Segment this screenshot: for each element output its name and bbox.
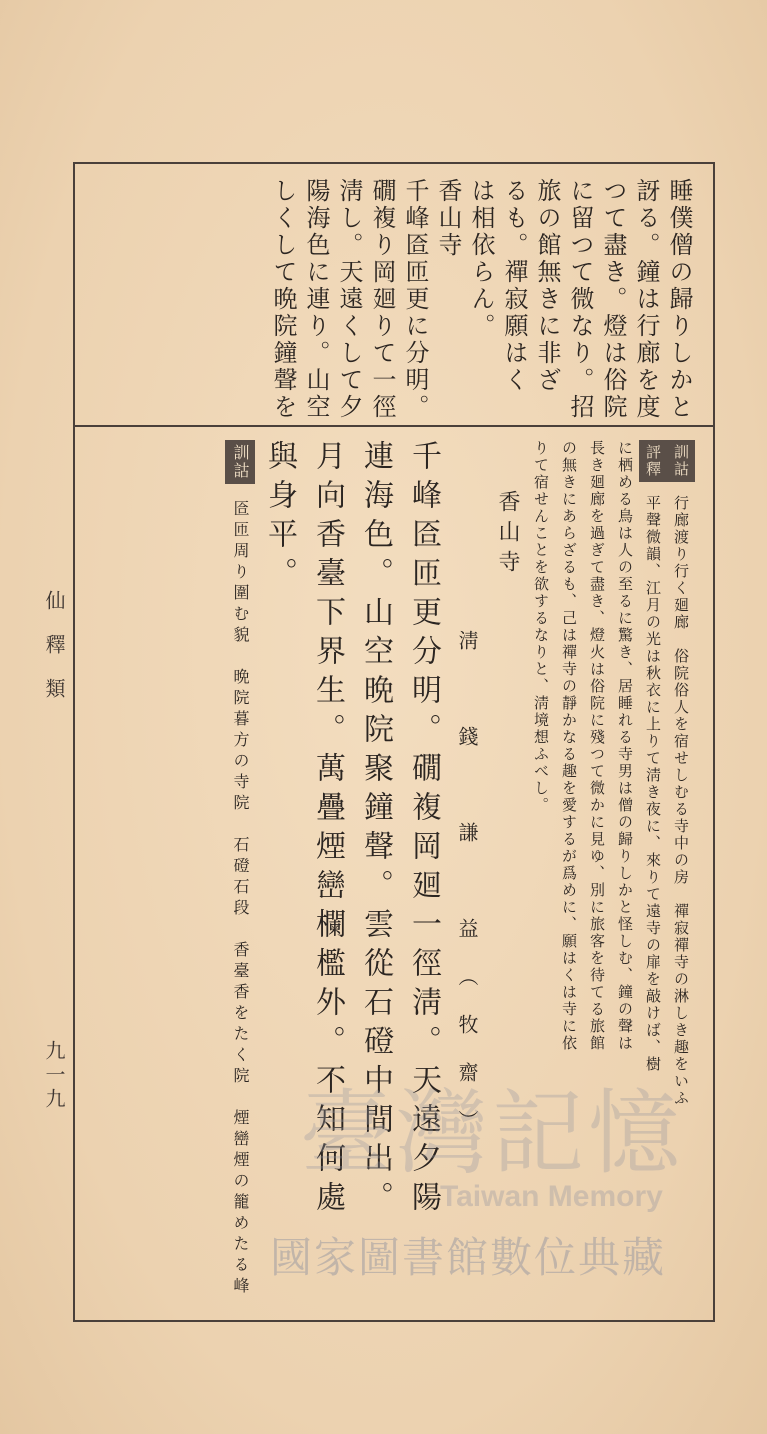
- poem-line: 月向香臺下界生。萬疊煙巒欄檻外。不知何處: [310, 440, 345, 1220]
- upper-line: 睡僕僧の歸りしかと: [665, 178, 693, 421]
- upper-text-block: [95, 178, 695, 421]
- upper-line: 淸し。天遠くして夕: [335, 178, 363, 421]
- section-divider: [73, 425, 715, 427]
- hyoshaku-label: 評釋: [639, 440, 667, 482]
- hyoshaku-line: 平聲微韻、江月の光は秋衣に上りて淸き夜に、來りて遠寺の扉を敲けば、樹: [644, 494, 662, 1073]
- hyoshaku-line: に栖める鳥は人の至るに驚き、居睡れる寺男は僧の歸りしかと怪しむ、鐘の聲は: [616, 440, 634, 1052]
- hyoshaku-line: りて宿せんことを欲するなりと、淸境想ふべし。: [532, 440, 550, 814]
- upper-line: に留つて微なり。招: [566, 178, 594, 421]
- poem-author: 淸 錢 謙 益（牧齋）: [455, 630, 479, 1158]
- hyoshaku-line: の無きにあらざるも、己は禪寺の靜かなる趣を愛するが爲めに、願はくは寺に依: [560, 440, 578, 1052]
- margin-title: 仙釋類: [42, 590, 66, 722]
- upper-line: しくして晩院鐘聲を: [269, 178, 297, 421]
- upper-line: 礀複り岡廻りて一徑: [368, 178, 396, 421]
- glossary-label: 訓詁: [225, 440, 255, 484]
- upper-line: 陽海色に連り。山空: [302, 178, 330, 421]
- kunko-label: 訓詁: [667, 440, 695, 482]
- hyoshaku-line: 長き廻廊を過ぎて盡き、燈火は俗院に殘つて微かに見ゆ、別に旅客を待てる旅館: [588, 440, 606, 1052]
- page-number: 九一九: [42, 1040, 66, 1112]
- glossary-text: 匼匝周り圍む貌 晩院暮方の寺院 石磴石段 香臺香をたく院 煙巒煙の籠めたる峰: [231, 500, 250, 1299]
- upper-line: 訝る。鐘は行廊を度: [632, 178, 660, 421]
- upper-line-title: 香山寺: [434, 178, 462, 259]
- kunko-text: 行廊渡り行く廻廊 俗院俗人を宿せしむる寺中の房 禪寂禪寺の淋しき趣をいふ: [672, 494, 690, 1107]
- upper-line: るも。禪寂願はく: [500, 178, 528, 394]
- poem-line: 連海色。山空晩院聚鐘聲。雲從石磴中間出。: [358, 440, 393, 1220]
- glossary: [217, 440, 255, 1298]
- watermark-mark: 臺灣記憶: [300, 1080, 685, 1187]
- upper-line: つて盡き。燈は俗院: [599, 178, 627, 421]
- poem-line: 千峰匼匝更分明。礀複岡廻一徑淸。天遠夕陽: [406, 440, 441, 1220]
- upper-text: [266, 178, 695, 421]
- watermark-institution: 國家圖書館數位典藏: [270, 1233, 667, 1282]
- watermark-english: Taiwan Memory: [440, 1180, 663, 1213]
- upper-line: は相依らん。: [467, 178, 495, 340]
- upper-line: 旅の館無きに非ざ: [533, 178, 561, 394]
- upper-line: 千峰匼匝更に分明。: [401, 178, 429, 421]
- poem-title: 香山寺: [495, 490, 520, 580]
- poem-line: 與身平。: [262, 440, 297, 596]
